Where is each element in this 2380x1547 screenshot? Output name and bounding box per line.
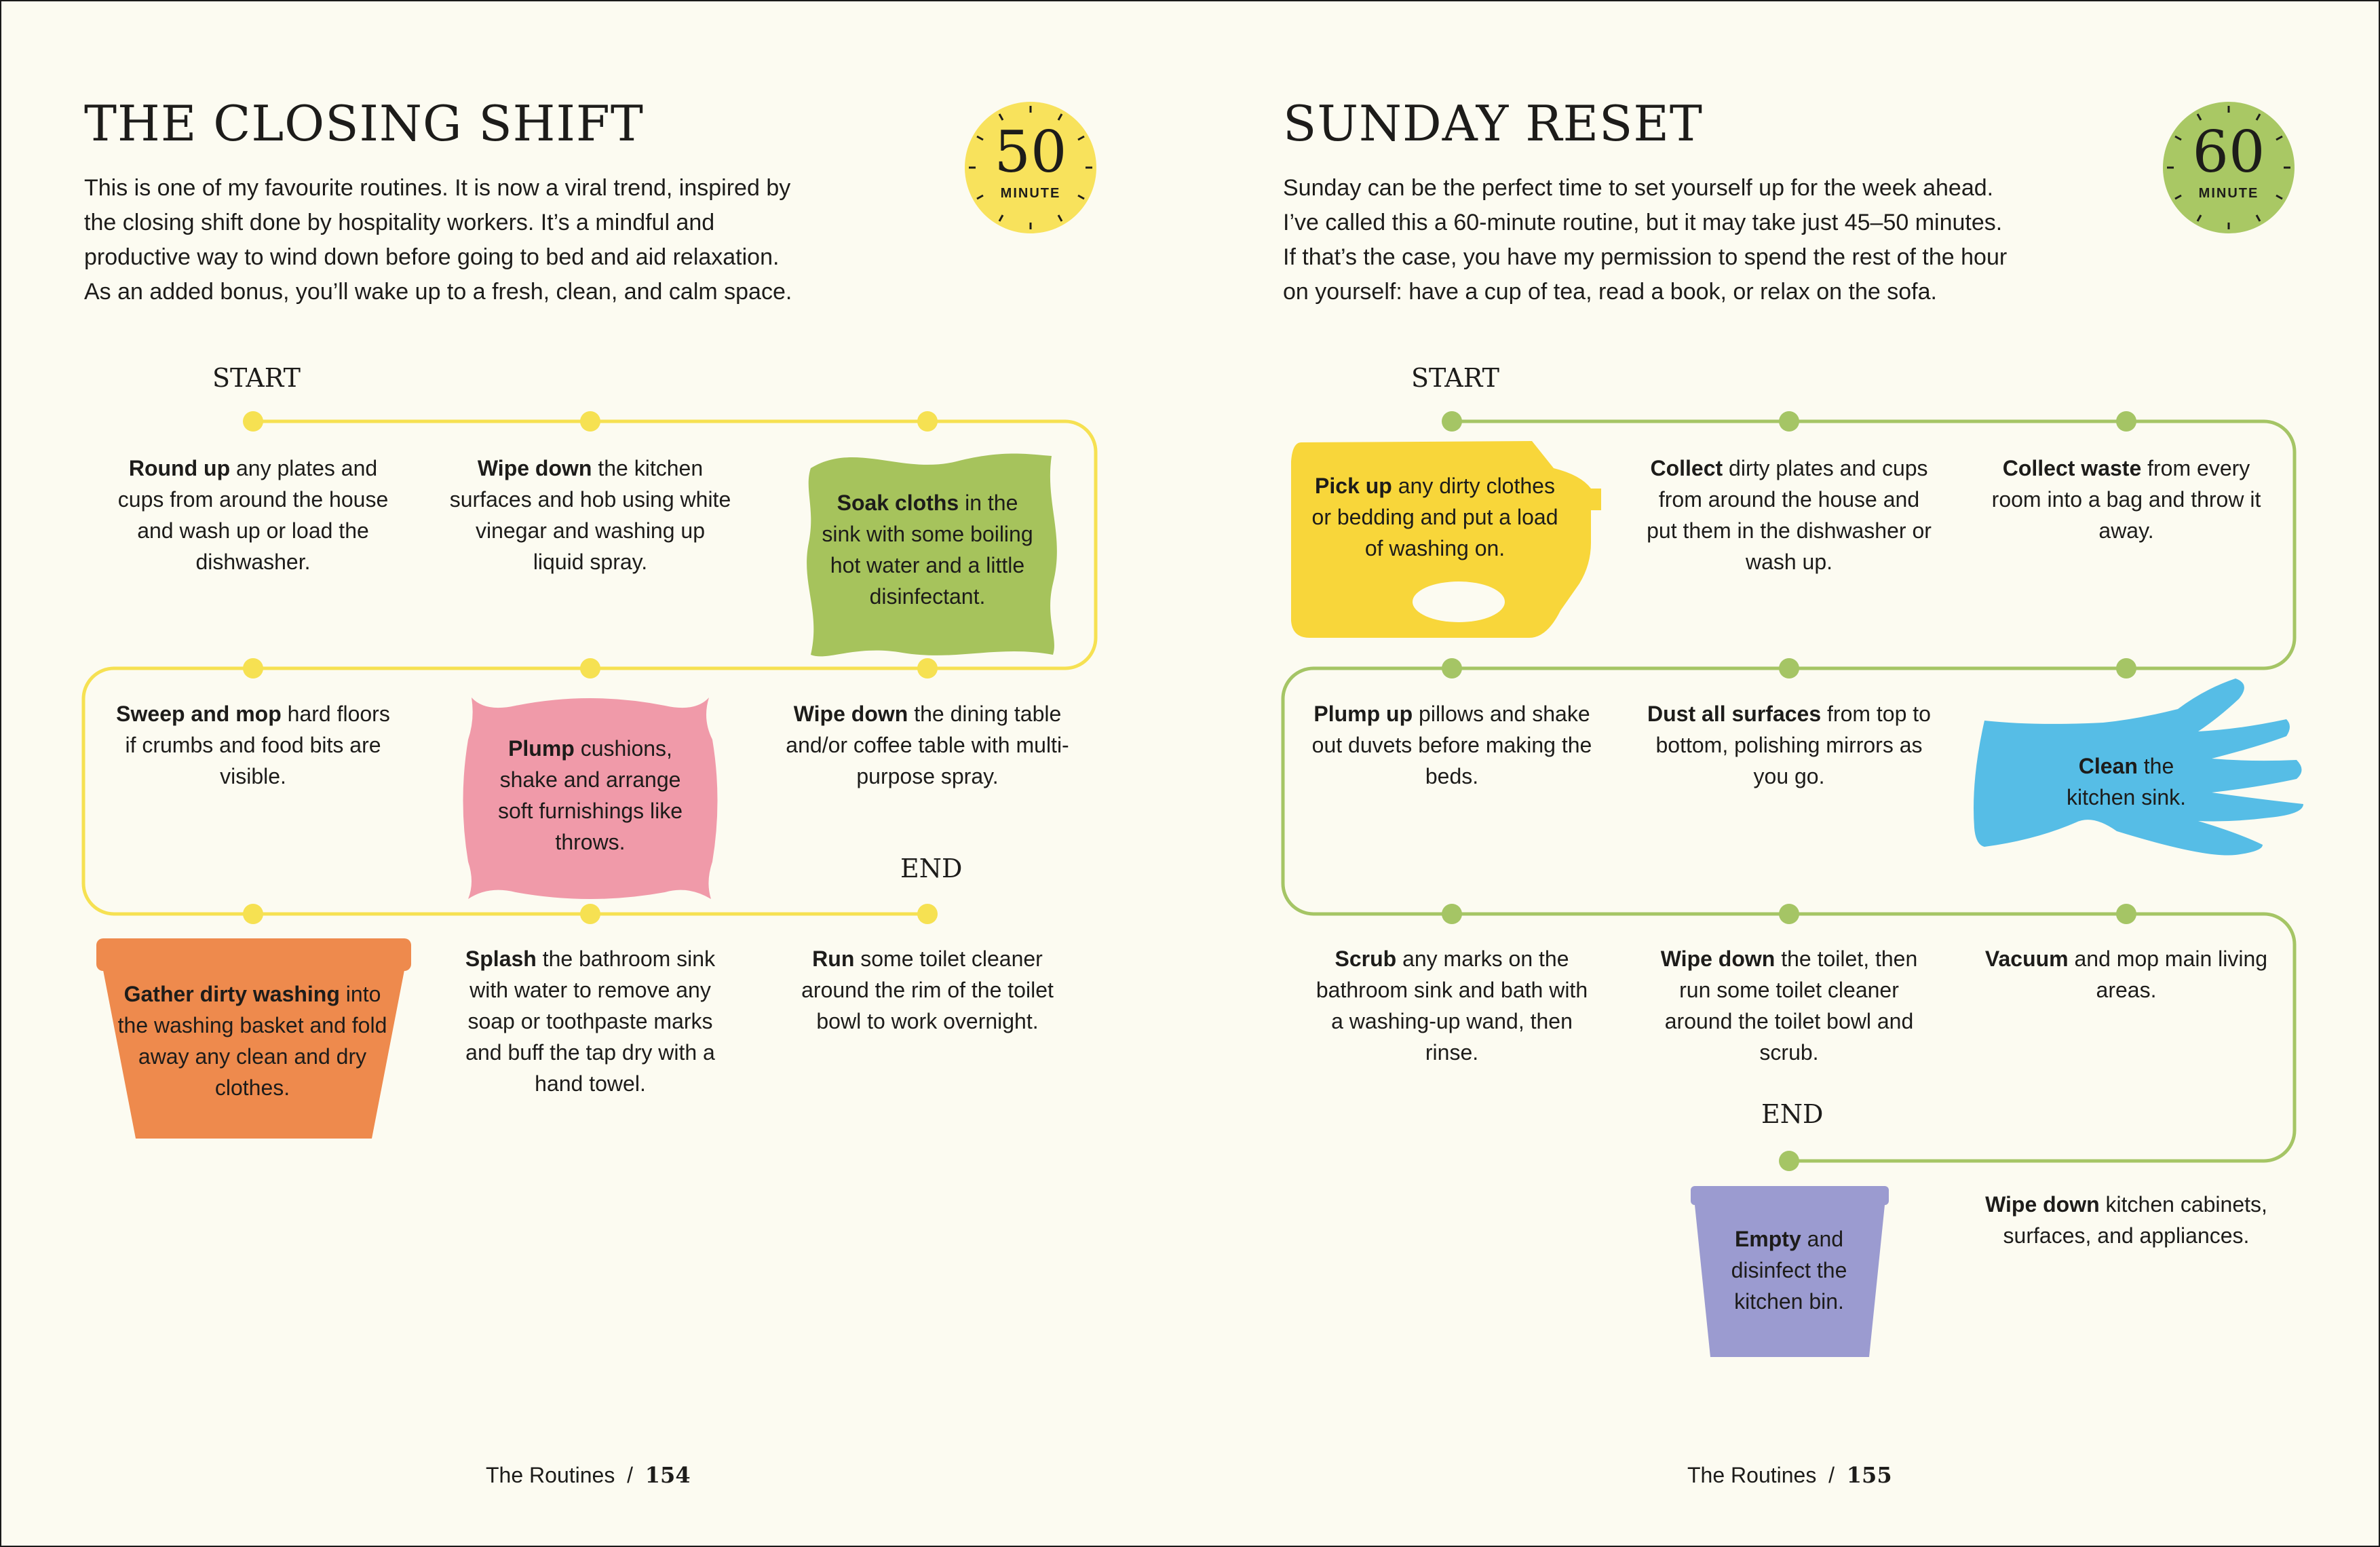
start-label: START: [1411, 363, 1500, 393]
step-item: Sweep and mop hard floors if crumbs and food bits are visible.: [116, 702, 390, 788]
intro-line: This is one of my favourite routines. It is now a viral trend, inspired by: [84, 175, 791, 201]
intro-line: As an added bonus, you’ll wake up to a fresh, clean, and calm space.: [84, 279, 792, 305]
step-item: Scrub any marks on the bathroom sink and bath with a washing-up wand, then rinse.: [1316, 947, 1588, 1065]
timer-badge: [2163, 102, 2295, 233]
intro-text: [1283, 171, 2007, 309]
step-item: Plump up pillows and shake out duvets before making the beds.: [1311, 702, 1592, 788]
step-item: Soak cloths in the sink with some boiling hot water and a little disinfectant.: [822, 491, 1033, 609]
step-item: Splash the bathroom sink with water to remove any soap or toothpaste marks and buff the tap dry with a hand towel.: [465, 947, 716, 1096]
timer-value: 50: [994, 119, 1067, 185]
footer-separator: /: [1828, 1463, 1835, 1487]
timer-value: 60: [2192, 119, 2265, 185]
footer-section: The Routines: [486, 1463, 615, 1487]
start-label: START: [212, 363, 301, 393]
step-item: Wipe down the toilet, then run some toilet cleaner around the toilet bowl and scrub.: [1660, 947, 1918, 1065]
step-item: Collect dirty plates and cups from around the house and put them in the dishwasher or wash up.: [1647, 456, 1932, 574]
page-footer: [486, 1462, 691, 1488]
footer-separator: /: [627, 1463, 633, 1487]
page-number: 155: [1846, 1462, 1892, 1488]
step-item: Clean the kitchen sink.: [2066, 754, 2187, 809]
footer-section: The Routines: [1687, 1463, 1817, 1487]
step-item: Wipe down kitchen cabinets, surfaces, and appliances.: [1985, 1192, 2267, 1248]
step-item: Collect waste from every room into a bag and throw it away.: [1991, 456, 2261, 543]
intro-line: I’ve called this a 60-minute routine, but it may take just 45–50 minutes.: [1283, 210, 2003, 235]
intro-text: [84, 171, 792, 309]
page-title: THE CLOSING SHIFT: [84, 95, 644, 152]
end-label: END: [1761, 1099, 1824, 1129]
step-item: Wipe down the kitchen surfaces and hob using white vinegar and washing up liquid spray.: [449, 456, 731, 574]
timer-unit: MINUTE: [2198, 186, 2259, 201]
step-item: Pick up any dirty clothes or bedding and put a load of washing on.: [1311, 474, 1558, 560]
step-item: Wipe down the dining table and/or coffee table with multi-purpose spray.: [786, 702, 1069, 788]
page-title: SUNDAY RESET: [1283, 95, 1703, 152]
intro-line: the closing shift done by hospitality workers. It’s a mindful and: [84, 210, 715, 235]
intro-line: productive way to wind down before going to bed and aid relaxation.: [84, 244, 780, 270]
end-label: END: [900, 854, 963, 883]
step-item: Vacuum and mop main living areas.: [1984, 947, 2268, 1002]
intro-line: on yourself: have a cup of tea, read a book, or relax on the sofa.: [1283, 279, 1937, 305]
step-item: Round up any plates and cups from around the house and wash up or load the dishwasher.: [117, 456, 389, 574]
intro-line: Sunday can be the perfect time to set yourself up for the week ahead.: [1283, 175, 1994, 201]
page-number: 154: [645, 1462, 691, 1488]
step-item: Empty and disinfect the kitchen bin.: [1731, 1227, 1847, 1314]
timer-unit: MINUTE: [1000, 186, 1061, 201]
intro-line: If that’s the case, you have my permission to spend the rest of the hour: [1283, 244, 2008, 270]
timer-badge: [965, 102, 1096, 233]
step-item: Run some toilet cleaner around the rim of the toilet bowl to work overnight.: [801, 947, 1054, 1033]
page-footer: [1687, 1462, 1892, 1488]
step-item: Plump cushions, shake and arrange soft furnishings like throws.: [497, 736, 683, 854]
step-item: Dust all surfaces from top to bottom, polishing mirrors as you go.: [1647, 702, 1931, 788]
step-item: Gather dirty washing into the washing basket and fold away any clean and dry clothes.: [117, 982, 387, 1100]
